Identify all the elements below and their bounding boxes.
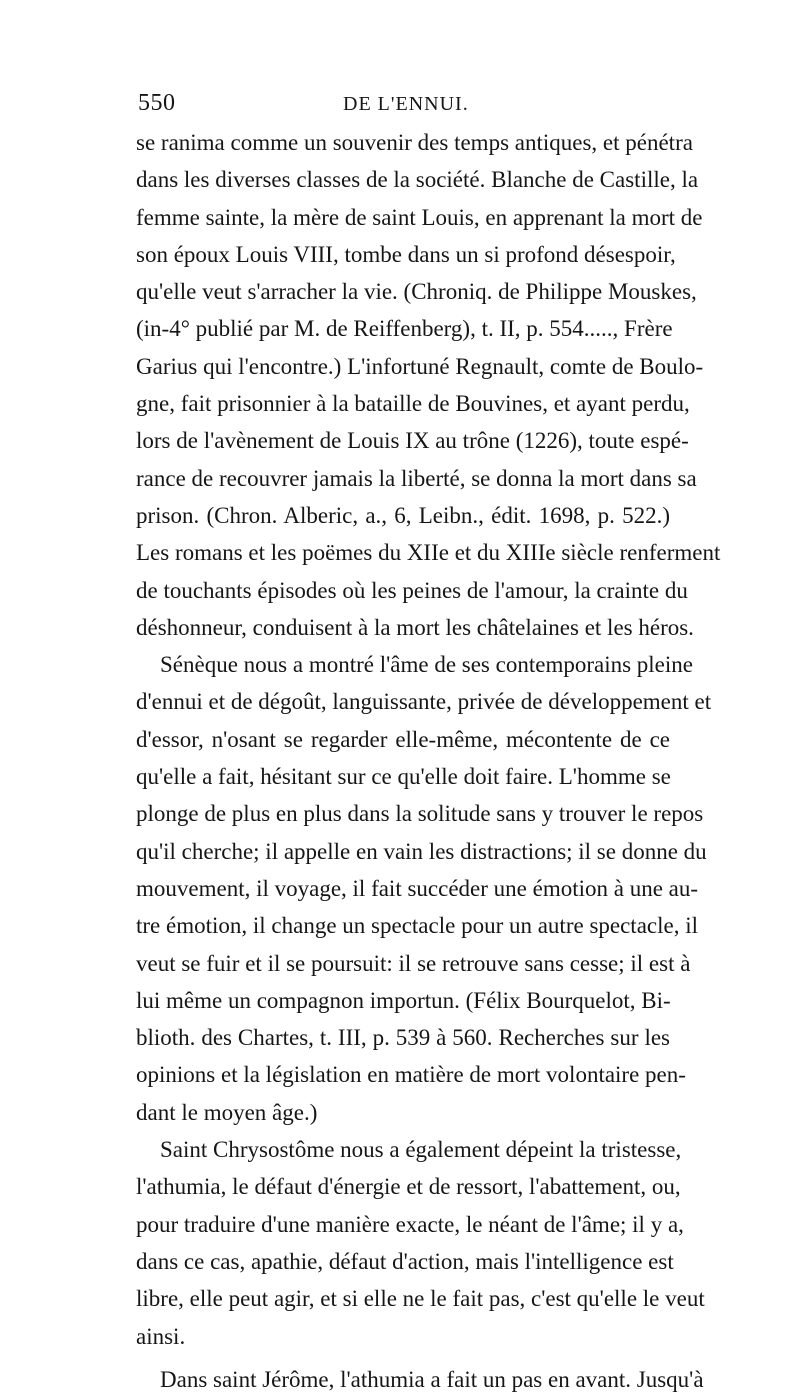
- text-line: Dans saint Jérôme, l'athumia a fait un pas en avant. Jusqu'à: [160, 1366, 704, 1392]
- text-line: son époux Louis VIII, tombe dans un si profond désespoir,: [136, 241, 676, 267]
- text-line: lors de l'avènement de Louis IX au trône (1226), toute espé-: [136, 428, 689, 454]
- text-line: Garius qui l'encontre.) L'infortuné Regnault, comte de Boulo-: [136, 353, 704, 379]
- text-line: Les romans et les poëmes du XIIe et du XIIIe siècle renferment: [136, 540, 721, 566]
- text-line: se ranima comme un souvenir des temps antiques, et pénétra: [136, 130, 693, 155]
- text-line: Sénèque nous a montré l'âme de ses contemporains pleine: [160, 652, 693, 678]
- text-line: qu'elle a fait, hésitant sur ce qu'elle doit faire. L'homme se: [136, 764, 671, 790]
- text-line: qu'il cherche; il appelle en vain les distractions; il se donne du: [136, 838, 707, 864]
- running-title: DE L'ENNUI.: [343, 93, 469, 115]
- text-line: rance de recouvrer jamais la liberté, se donna la mort dans sa: [136, 465, 697, 491]
- text-line: (in-4° publié par M. de Reiffenberg), t. II, p. 554....., Frère: [136, 316, 673, 342]
- text-line: plonge de plus en plus dans la solitude sans y trouver le repos: [136, 801, 704, 827]
- text-line: déshonneur, conduisent à la mort les châtelaines et les héros.: [136, 614, 694, 640]
- text-line: mouvement, il voyage, il fait succéder une émotion à une au-: [136, 875, 699, 901]
- text-line: gne, fait prisonnier à la bataille de Bouvines, et ayant perdu,: [136, 391, 690, 417]
- text-line: femme sainte, la mère de saint Louis, en apprenant la mort de: [136, 204, 703, 230]
- text-line: ainsi.: [136, 1323, 186, 1349]
- text-line: qu'elle veut s'arracher la vie. (Chroniq. de Philippe Mouskes,: [136, 279, 697, 305]
- body-text: [136, 124, 721, 1398]
- text-line: de touchants épisodes où les peines de l'amour, la crainte du: [136, 577, 688, 603]
- text-line: blioth. des Chartes, t. III, p. 539 à 560. Recherches sur les: [136, 1025, 670, 1051]
- text-line: pour traduire d'une manière exacte, le néant de l'âme; il y a,: [136, 1211, 684, 1237]
- text-line: Saint Chrysostôme nous a également dépeint la tristesse,: [160, 1137, 682, 1163]
- text-line: veut se fuir et il se poursuit: il se retrouve sans cesse; il est à: [136, 950, 691, 976]
- page-number: 550: [138, 90, 176, 116]
- text-line: tre émotion, il change un spectacle pour un autre spectacle, il: [136, 913, 698, 939]
- text-line: dans les diverses classes de la société. Blanche de Castille, la: [136, 167, 699, 193]
- text-line: d'ennui et de dégoût, languissante, privée de développement et: [136, 689, 712, 715]
- text-line: l'athumia, le défaut d'énergie et de ressort, l'abattement, ou,: [136, 1174, 681, 1200]
- text-line: prison. (Chron. Alberic, a., 6, Leibn., édit. 1698, p. 522.): [136, 502, 670, 528]
- text-line: libre, elle peut agir, et si elle ne le fait pas, c'est qu'elle le veut: [136, 1286, 705, 1312]
- text-line: d'essor, n'osant se regarder elle-même, mécontente de ce: [136, 726, 670, 752]
- page-header: [138, 90, 670, 124]
- text-line: opinions et la législation en matière de mort volontaire pen-: [136, 1062, 686, 1088]
- text-line: lui même un compagnon importun. (Félix Bourquelot, Bi-: [136, 987, 671, 1013]
- text-line: dant le moyen âge.): [136, 1099, 318, 1125]
- text-line: dans ce cas, apathie, défaut d'action, mais l'intelligence est: [136, 1248, 674, 1274]
